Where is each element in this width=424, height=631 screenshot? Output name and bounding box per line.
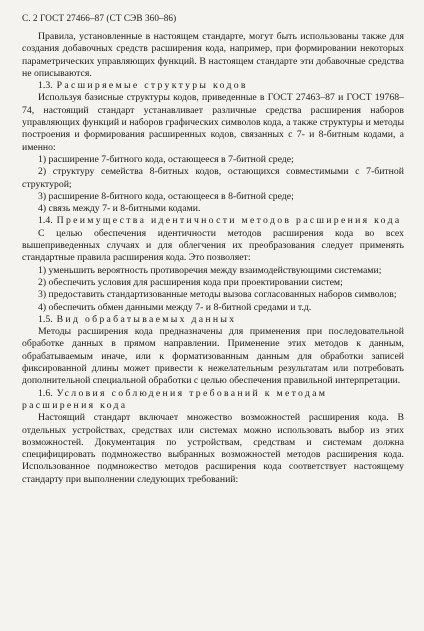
body-paragraph: С целью обеспечения идентичности методов расширения кода во всех вышеприведенных случаях и для облегчения их преобразования следует применять стандартные правила расширения кода. Это позволяет: (22, 227, 404, 264)
section-heading (22, 388, 404, 413)
page-header: С. 2 ГОСТ 27466–87 (СТ СЭВ 360–86) (22, 13, 177, 23)
list-item: 1) расширение 7-битного кода, остающееся в 7-битной среде; (38, 153, 294, 165)
list-item: 3) расширение 8-битного кода, остающееся в 8-битной среде; (38, 190, 294, 202)
section-title: Вид обрабатываемых данных (56, 313, 237, 325)
section-title: Расширяемые структуры кодов (56, 80, 248, 92)
body-paragraph: Правила, установленные в настоящем стандарте, могут быть использованы также для создания добавочных средств расширения кода, например, при формировании некоторых параметрических управляющих функций. В настоящем стандарте эти добавочные средства не описываются. (22, 31, 404, 79)
section-heading (22, 314, 404, 326)
section-number: 1.5. (38, 313, 53, 325)
document-body (22, 31, 404, 486)
list-item: 2) структуру семейства 8-битных кодов, остающихся совместимыми с 7-битной структурой; (22, 166, 404, 190)
section-title: Условия соблюдения требований к методам расширения кода (22, 387, 328, 411)
body-paragraph: Используя базисные структуры кодов, приведенные в ГОСТ 27463–87 и ГОСТ 19768–74, настоящий стандарт устанавливает различные средства расширения наборов управляющих функций и наборов графических символов кода, а также структуры и методы построения и формирования расширенных кодов, связанных с 7- и 8-битным кодами, а именно: (22, 92, 404, 153)
list-item: 4) обеспечить обмен данными между 7- и 8-битной средами и т.д. (38, 301, 312, 313)
section-heading (22, 80, 404, 92)
section-number: 1.4. (38, 215, 53, 227)
list-item: 3) предоставить стандартизованные методы вызова согласованных наборов символов; (38, 289, 397, 301)
list-item: 2) обеспечить условия для расширения кода при проектировании систем; (38, 276, 343, 288)
section-heading (22, 215, 404, 227)
section-number: 1.6. (38, 387, 53, 399)
section-title: Преимущества идентичности методов расширения кода (56, 215, 402, 227)
body-paragraph: Методы расширения кода предназначены для применения при последовательной обработке данных в прямом направлении. Применение этих методов к данным, обрабатываемым иначе, или к форматизованным данным для обработки записей фиксированной длины может привести к нежелательным результатам или потребовать дополнительной специальной обработки с целью обеспечения правильной интерпретации. (22, 326, 404, 387)
body-paragraph: Настоящий стандарт включает множество возможностей расширения кода. В отдельных устройствах, средствах или системах можно использовать выбор из этих возможностей. Документация по устройствам, средствам и системам должна специфицировать подмножество выбранных возможностей методов расширения кода. Использованное подмножество методов расширения кода соответствует настоящему стандарту при выполнении следующих требований: (22, 412, 404, 485)
section-number: 1.3. (38, 80, 53, 92)
list-item: 4) связь между 7- и 8-битными кодами. (38, 203, 201, 215)
list-item: 1) уменьшить вероятность противоречия между взаимодействующими системами; (38, 264, 382, 276)
